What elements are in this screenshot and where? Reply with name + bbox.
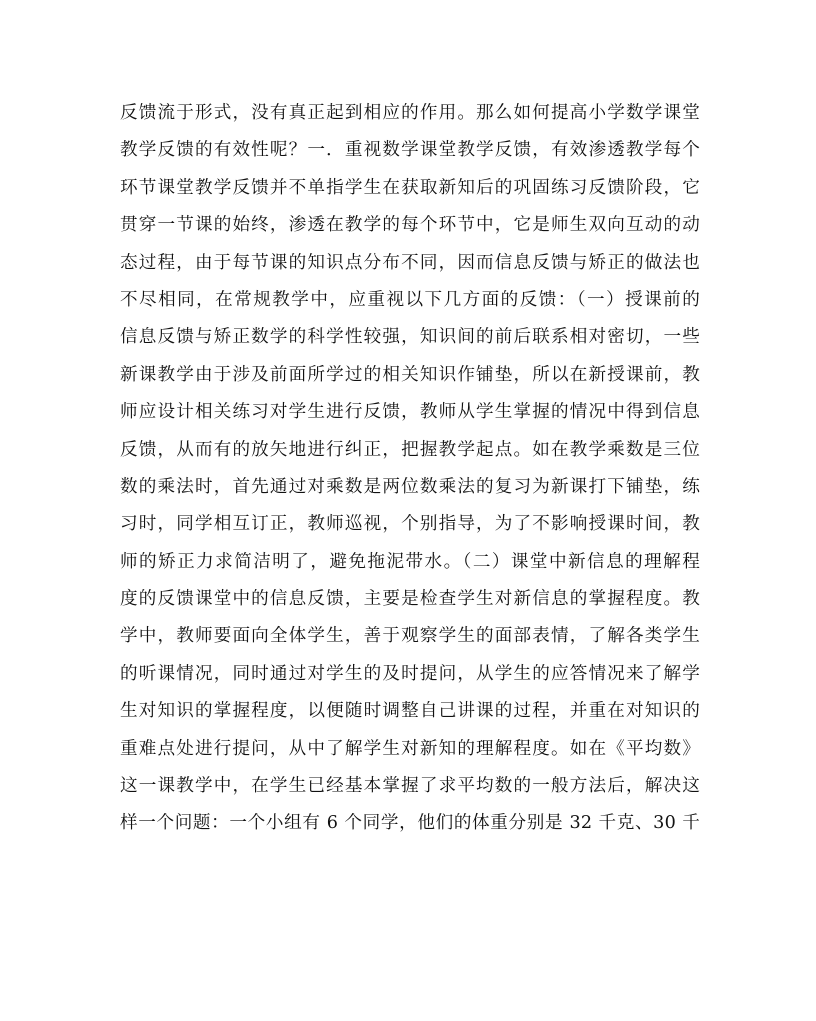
text-line: 生对知识的掌握程度，以便随时调整自己讲课的过程，并重在对知识的 (120, 701, 700, 722)
text-line: 样一个问题：一个小组有 6 个同学，他们的体重分别是 32 千克、30 千 (120, 813, 700, 834)
text-line: 重难点处进行提问，从中了解学生对新知的理解程度。如在《平均数》 (120, 738, 700, 759)
text-line: 师应设计相关练习对学生进行反馈，教师从学生掌握的情况中得到信息 (120, 402, 700, 423)
text-line: 学中，教师要面向全体学生，善于观察学生的面部表情，了解各类学生 (120, 626, 700, 647)
text-line: 反馈流于形式，没有真正起到相应的作用。那么如何提高小学数学课堂 (120, 103, 700, 123)
text-line: 习时，同学相互订正，教师巡视，个别指导，为了不影响授课时间，教 (120, 514, 700, 535)
text-line: 的听课情况，同时通过对学生的及时提问，从学生的应答情况来了解学 (120, 663, 700, 684)
text-line: 信息反馈与矫正数学的科学性较强，知识间的前后联系相对密切，一些 (120, 327, 700, 348)
text-line: 反馈，从而有的放矢地进行纠正，把握教学起点。如在教学乘数是三位 (120, 439, 700, 460)
text-line: 贯穿一节课的始终，渗透在教学的每个环节中，它是师生双向互动的动 (120, 215, 700, 236)
text-line: 不尽相同，在常规教学中，应重视以下几方面的反馈：（一）授课前的 (120, 289, 700, 310)
text-line: 这一课教学中，在学生已经基本掌握了求平均数的一般方法后，解决这 (120, 776, 700, 797)
text-line: 环节课堂教学反馈并不单指学生在获取新知后的巩固练习反馈阶段，它 (120, 177, 700, 198)
text-line: 态过程，由于每节课的知识点分布不同，因而信息反馈与矫正的做法也 (120, 252, 700, 273)
text-line: 师的矫正力求简洁明了，避免拖泥带水。（二）课堂中新信息的理解程 (120, 551, 700, 572)
text-line: 数的乘法时，首先通过对乘数是两位数乘法的复习为新课打下铺垫，练 (120, 476, 700, 497)
text-line: 教学反馈的有效性呢？一．重视数学课堂教学反馈，有效渗透教学每个 (120, 140, 700, 161)
body-text (120, 95, 700, 843)
text-line: 度的反馈课堂中的信息反馈，主要是检查学生对新信息的掌握程度。教 (120, 589, 700, 610)
text-line: 新课教学由于涉及前面所学过的相关知识作铺垫，所以在新授课前，教 (120, 364, 700, 385)
